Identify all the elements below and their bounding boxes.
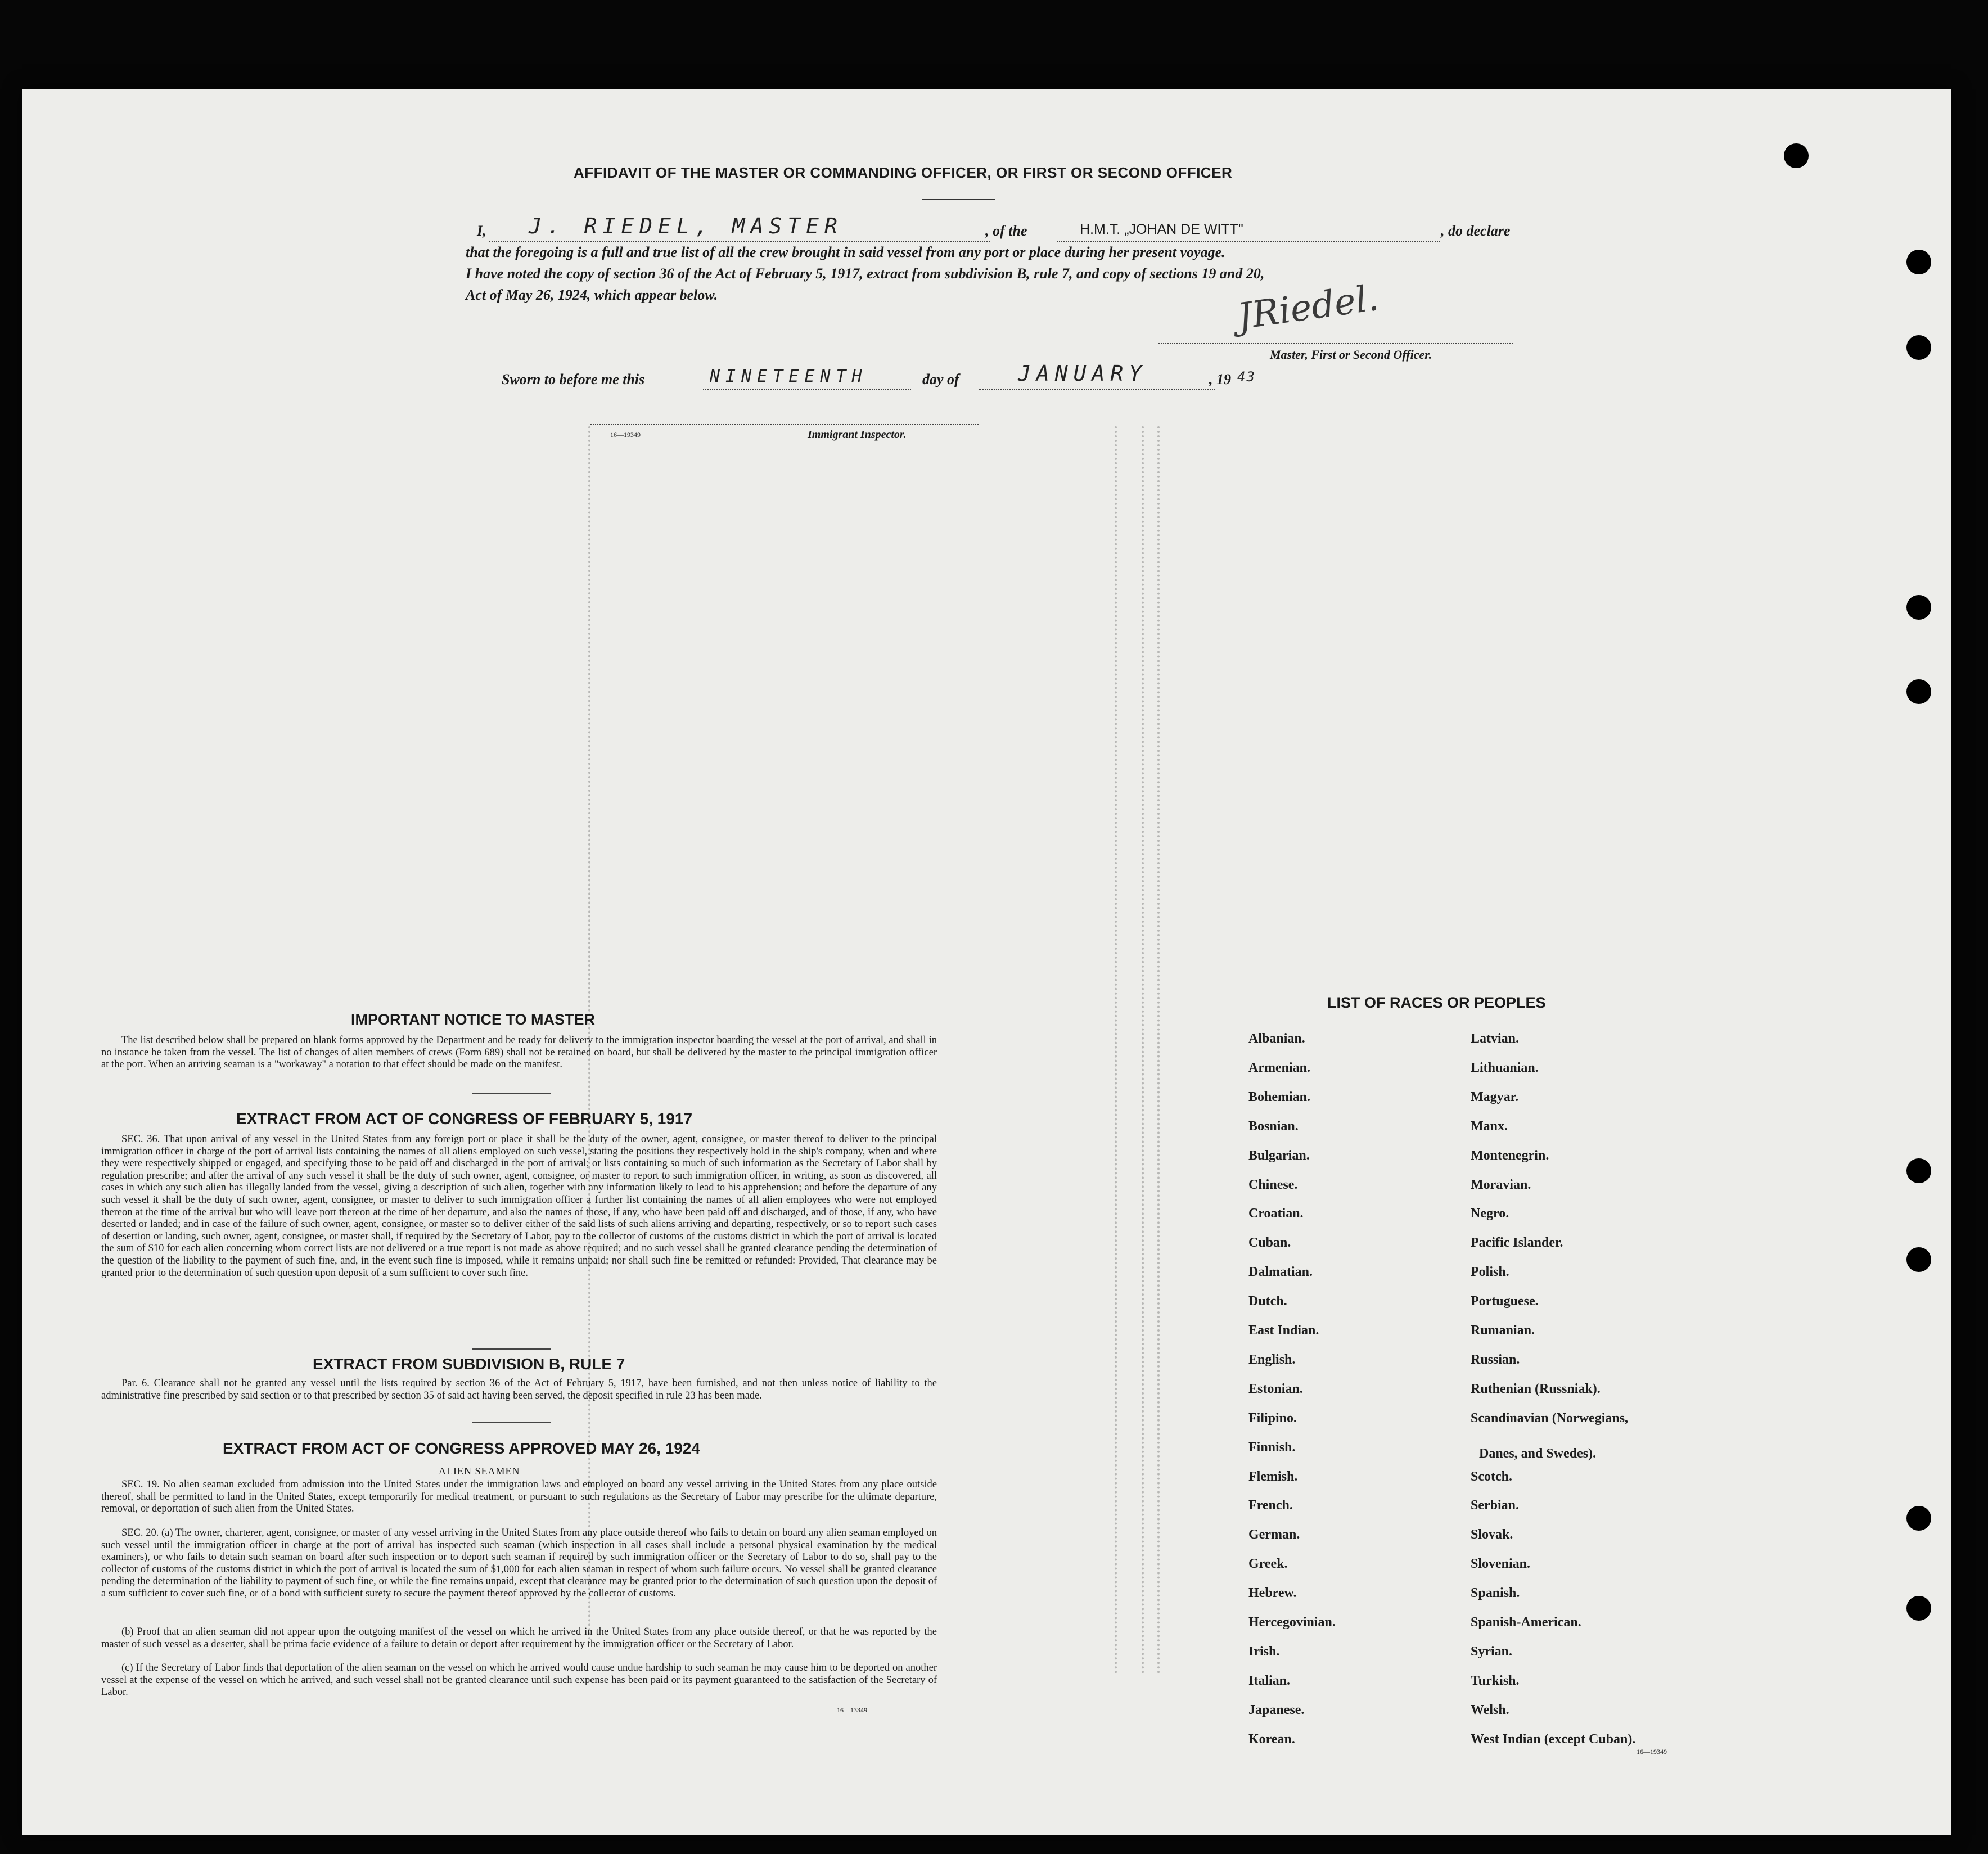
race-item: Armenian. [1248, 1060, 1310, 1075]
race-item: Slovenian. [1471, 1557, 1531, 1572]
race-item: Russian. [1471, 1352, 1520, 1367]
subdivision-b-text: Par. 6. Clearance shall not be granted any vessel until the lists required by section 36 of the Act of February 5, 1917, have been furnished, and not then unless notice of liability to the administrative fine prescribed by said section or to that prescribed by section 35 of said act having been served, the deposit specified in rule 23 has been made. [101, 1378, 937, 1401]
race-item: Bosnian. [1248, 1118, 1299, 1134]
race-item: Hebrew. [1248, 1586, 1297, 1601]
column-rule [1157, 426, 1160, 1675]
declaration-line-4: Act of May 26, 1924, which appear below. [466, 287, 718, 303]
subdivision-divider [472, 1422, 551, 1423]
extract-form-number: 16—13349 [837, 1706, 867, 1714]
race-item: East Indian. [1248, 1323, 1319, 1338]
race-item: Flemish. [1248, 1469, 1298, 1484]
notice-text: The list described below shall be prepared on blank forms approved by the Department and be ready for delivery to the immigration inspector boarding the vessel at the port of arrival, and shall in no instance be taken from the vessel. The list of changes of alien members of crews (Form 689) shall not be retained on board, but shall be delivered by the master to the principal immigration officer at the port. When an arriving seaman is a "workaway" a notation to that effect should be made on the manifest. [101, 1035, 937, 1071]
race-item: Korean. [1248, 1731, 1295, 1747]
binder-hole [1906, 679, 1931, 704]
vessel-underline [1057, 241, 1440, 242]
races-heading: LIST OF RACES OR PEOPLES [1327, 994, 1546, 1011]
race-item: Polish. [1471, 1265, 1509, 1280]
race-item: Albanian. [1248, 1031, 1305, 1046]
day-of-text: day of [922, 371, 959, 387]
race-item: Montenegrin. [1471, 1148, 1549, 1163]
race-item: French. [1248, 1498, 1293, 1513]
title-divider [922, 199, 995, 200]
race-item: Portuguese. [1471, 1294, 1539, 1309]
race-item: Turkish. [1471, 1673, 1520, 1688]
do-declare-text: , do declare [1441, 223, 1511, 239]
race-item: Rumanian. [1471, 1323, 1535, 1338]
race-item: Negro. [1471, 1206, 1509, 1221]
race-item: Welsh. [1471, 1702, 1509, 1717]
binder-hole [1906, 1158, 1931, 1183]
race-item: Chinese. [1248, 1177, 1298, 1192]
binder-hole [1906, 1506, 1931, 1531]
column-rule [1142, 426, 1144, 1675]
race-item: Finnish. [1248, 1440, 1296, 1455]
alien-seamen-subheading: ALIEN SEAMEN [439, 1465, 520, 1477]
race-item: Scotch. [1471, 1469, 1512, 1484]
binder-hole [1906, 595, 1931, 620]
race-item: German. [1248, 1527, 1300, 1542]
extract-1917-heading: EXTRACT FROM ACT OF CONGRESS OF FEBRUARY 5, 1917 [236, 1110, 693, 1127]
month-underline [979, 389, 1215, 390]
signature-caption: Master, First or Second Officer. [1270, 348, 1432, 362]
year-prefix: , 19 [1209, 371, 1231, 387]
affidavit-form-page [22, 89, 1951, 1835]
declaration-line-2: that the foregoing is a full and true list of all the crew brought in said vessel from any port or place during her present voyage. [466, 244, 1225, 260]
race-item: Estonian. [1248, 1381, 1303, 1396]
binder-hole [1906, 1247, 1931, 1272]
races-form-number: 16—19349 [1637, 1748, 1667, 1756]
race-item: Irish. [1248, 1644, 1280, 1659]
race-item: Dutch. [1248, 1294, 1287, 1309]
race-item: Filipino. [1248, 1410, 1297, 1426]
binder-hole [1906, 335, 1931, 360]
race-item: Pacific Islander. [1471, 1235, 1563, 1251]
race-item: Croatian. [1248, 1206, 1304, 1221]
extract-1917-text: SEC. 36. That upon arrival of any vessel in the United States from any foreign port or place it shall be the duty of the owner, agent, consignee, or master thereof to deliver to the principal immigration officer in charge of the port of arrival lists containing the names of all aliens employed on such vessel, stating the positions they respectively hold in the ship's company, when and where they were respectively shipped or engaged, and specifying those to be paid off and discharged in the port of arrival; or lists containing so much of such information as the Secretary of Labor shall by regulation prescribe; and after the arrival of any such vessel it shall be the duty of such owner, agent, consignee, or master to report to such immigration officer, in writing, as soon as discovered, all cases in which any such alien has illegally landed from the vessel, giving a description of such alien, together with any information likely to lead to his apprehension; and before the departure of any such vessel it shall be the duty of such owner, agent, consignee, or master to deliver to such immigration officer a further list containing the names of all alien employees who were not employed thereon at the time of the arrival but who will leave port thereon at the time of her departure, and also the names of those, if any, who have been paid off and discharged, and of those, if any, who have deserted or landed; and in case of the failure of such owner, agent, consignee, or master so to deliver either of the said lists of such aliens arriving and departing, respectively, or so to report such cases of desertion or landing, such owner, agent, consignee, or master shall, if required by the Secretary of Labor, pay to the collector of customs of the customs district in which the port of arrival is located the sum of $10 for each alien concerning whom correct lists are not delivered or a true report is not made as above required; and no such vessel shall be granted clearance pending the determination of the question of the liability to the payment of such fine, and, in the event such fine is imposed, while it remains unpaid; nor shall such fine be remitted or refunded: Provided, That clearance may be granted prior to the determination of such question upon deposit of a sum sufficient to cover such fine. [101, 1134, 937, 1279]
race-item: Moravian. [1471, 1177, 1531, 1192]
race-item: Latvian. [1471, 1031, 1520, 1046]
race-item: Bulgarian. [1248, 1148, 1310, 1163]
race-item: Serbian. [1471, 1498, 1520, 1513]
inspector-caption: Immigrant Inspector. [808, 428, 907, 441]
binder-hole [1906, 250, 1931, 274]
master-signature: JRiedel. [1235, 277, 1381, 339]
affidavit-title: AFFIDAVIT OF THE MASTER OR COMMANDING OFFICER, OR FIRST OR SECOND OFFICER [574, 164, 1233, 181]
race-item: Manx. [1471, 1118, 1508, 1134]
race-item: Hercegovinian. [1248, 1615, 1336, 1630]
signature-line [1158, 343, 1513, 344]
race-item: Magyar. [1471, 1089, 1519, 1104]
race-item: Syrian. [1471, 1644, 1513, 1659]
race-item: Lithuanian. [1471, 1060, 1539, 1075]
race-item: West Indian (except Cuban). [1471, 1731, 1636, 1747]
race-item: Greek. [1248, 1557, 1288, 1572]
inspector-signature-line [590, 424, 979, 425]
race-item: Ruthenian (Russniak). [1471, 1381, 1601, 1396]
race-item: Japanese. [1248, 1702, 1305, 1717]
of-the-text: , of the [985, 223, 1027, 239]
race-item: Scandinavian (Norwegians, [1471, 1410, 1629, 1426]
extract-1924-heading: EXTRACT FROM ACT OF CONGRESS APPROVED MAY 26, 1924 [223, 1440, 700, 1457]
declaration-line-3: I have noted the copy of section 36 of the Act of February 5, 1917, extract from subdivision B, rule 7, and copy of sections 19 and 20, [466, 265, 1265, 282]
subdivision-b-heading: EXTRACT FROM SUBDIVISION B, RULE 7 [313, 1355, 625, 1373]
extract-divider [472, 1348, 551, 1350]
column-rule [588, 426, 590, 1641]
race-item: Cuban. [1248, 1235, 1291, 1251]
master-name-field: J. RIEDEL, MASTER [529, 214, 843, 238]
race-item: Dalmatian. [1248, 1265, 1313, 1280]
declaration-prefix: I, [477, 223, 486, 239]
race-item: Slovak. [1471, 1527, 1513, 1542]
race-item: Spanish. [1471, 1586, 1520, 1601]
race-item: Italian. [1248, 1673, 1291, 1688]
day-underline [703, 389, 911, 390]
small-form-number: 16—19349 [610, 431, 641, 439]
name-underline [489, 241, 990, 242]
section-19-text: SEC. 19. No alien seaman excluded from admission into the United States under the immigration laws and employed on board any vessel arriving in the United States from any place outside thereof, shall be permitted to land in the United States, except temporarily for medical treatment, or pursuant to such regulations as the Secretary of Labor may prescribe for the ultimate departure, removal, or deportation of such alien from the United States. [101, 1479, 937, 1515]
binder-hole [1784, 143, 1809, 168]
section-20a-text: SEC. 20. (a) The owner, charterer, agent, consignee, or master of any vessel arriving in the United States from any place outside thereof who fails to detain on board any alien seaman employed on such vessel until the immigration officer in charge at the port of arrival has inspected such seaman (which inspection in all cases shall include a personal physical examination by the medical examiners), or who fails to detain such seaman on board after such inspection or to deport such seaman if required by such immigration officer or the Secretary of Labor to do so, shall pay to the collector of customs of the customs district in which the port of arrival is located the sum of $1,000 for each alien seaman in respect of whom such failure occurs. No vessel shall be granted clearance pending the determination of the liability to payment of such fine, or while the fine remains unpaid, except that clearance may be granted prior to the determination of such question upon the deposit of a sum sufficient to cover such fine, or of a bond with sufficient surety to secure the payment thereof approved by the collector of customs. [101, 1527, 937, 1599]
sworn-month-field: JANUARY [1018, 361, 1148, 386]
sworn-year-field: 43 [1237, 369, 1256, 385]
race-item: Bohemian. [1248, 1089, 1311, 1104]
notice-heading: IMPORTANT NOTICE TO MASTER [351, 1011, 595, 1028]
sworn-prefix: Sworn to before me this [502, 371, 645, 387]
binder-hole [1906, 1596, 1931, 1621]
race-item-continuation: Danes, and Swedes). [1479, 1446, 1597, 1461]
section-20b-text: (b) Proof that an alien seaman did not appear upon the outgoing manifest of the vessel on which he arrived in the United States from any place outside thereof, or that he was reported by the master of such vessel as a deserter, shall be prima facie evidence of a failure to detain or deport after requirement by the immigration officer or the Secretary of Labor. [101, 1626, 937, 1650]
race-item: English. [1248, 1352, 1296, 1367]
section-20c-text: (c) If the Secretary of Labor finds that deportation of the alien seaman on the vessel on which he arrived would cause undue hardship to such seaman he may cause him to be deported on another vessel at the expense of the vessel on which he arrived, and such vessel shall not be granted clearance until such expense has been paid or its payment guaranteed to the satisfaction of the Secretary of Labor. [101, 1662, 937, 1698]
race-item: Spanish-American. [1471, 1615, 1581, 1630]
notice-divider [472, 1093, 551, 1094]
sworn-day-field: NINETEENTH [710, 367, 868, 386]
vessel-name: H.M.T. „JOHAN DE WITT" [1080, 222, 1243, 237]
column-rule [1115, 426, 1117, 1675]
